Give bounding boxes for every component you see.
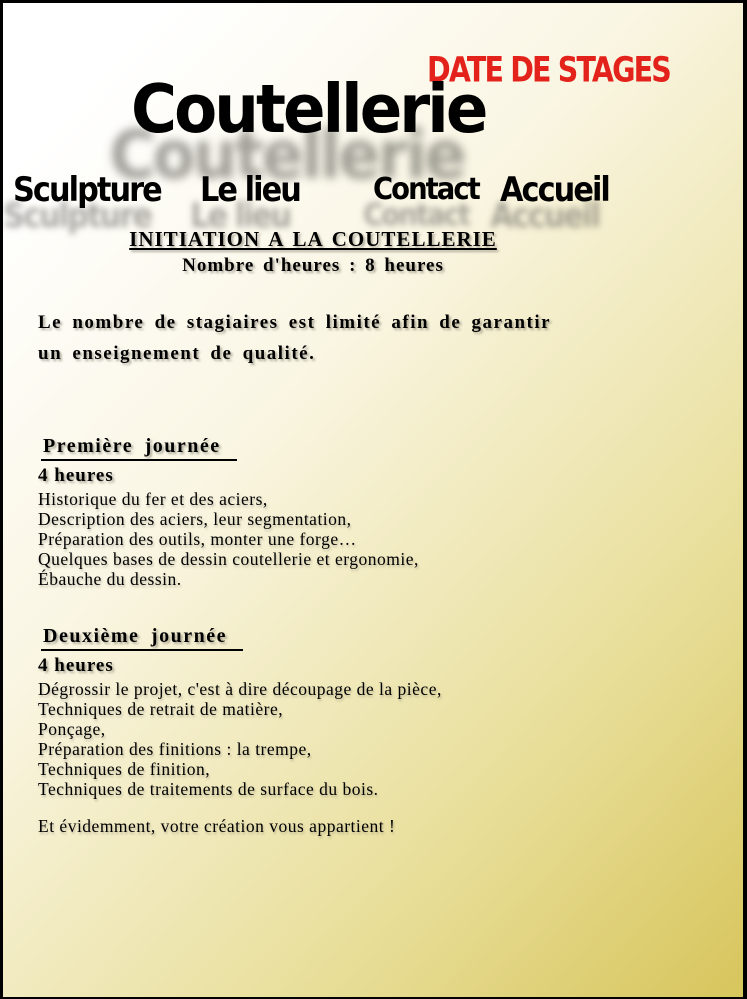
date-de-stages-link[interactable]: DATE DE STAGES [427, 50, 671, 91]
nav-item-le-lieu[interactable]: Le lieu [200, 171, 300, 210]
list-item: Techniques de retrait de matière, [38, 699, 284, 719]
nav-item-contact[interactable]: Contact [373, 171, 479, 207]
list-item: Ébauche du dessin. [38, 569, 182, 589]
section-day-1-items [38, 489, 623, 589]
list-item: Techniques de finition, [38, 759, 211, 779]
nav-item-sculpture[interactable]: Sculpture [13, 171, 161, 210]
section-day-2-title: Deuxième journée [41, 625, 243, 651]
course-content [3, 227, 623, 837]
list-item: Description des aciers, leur segmentation, [38, 509, 352, 529]
nav-item-accueil[interactable]: Accueil [500, 171, 609, 210]
course-intro [38, 307, 623, 369]
section-day-1 [3, 405, 623, 589]
list-item: Préparation des finitions : la trempe, [38, 739, 312, 759]
list-item: Ponçage, [38, 719, 106, 739]
intro-line-1: Le nombre de stagiaires est limité afin de garantir [38, 312, 552, 333]
closing-note: Et évidemment, votre création vous appartient ! [38, 816, 396, 836]
list-item: Dégrossir le projet, c'est à dire découpage de la pièce, [38, 679, 442, 699]
site-title: Coutellerie [131, 71, 486, 149]
section-day-1-hours: 4 heures [38, 465, 114, 486]
course-hours-total: Nombre d'heures : 8 heures [182, 255, 444, 276]
list-item: Quelques bases de dessin coutellerie et ergonomie, [38, 549, 419, 569]
list-item: Préparation des outils, monter une forge… [38, 529, 357, 549]
section-day-2-hours: 4 heures [38, 655, 114, 676]
intro-line-2: un enseignement de qualité. [38, 343, 316, 364]
course-heading: INITIATION A LA COUTELLERIE [129, 227, 497, 251]
section-day-1-title: Première journée [41, 435, 237, 461]
section-day-2 [3, 625, 623, 799]
section-day-2-items [38, 679, 623, 799]
list-item: Historique du fer et des aciers, [38, 489, 268, 509]
list-item: Techniques de traitements de surface du bois. [38, 779, 379, 799]
